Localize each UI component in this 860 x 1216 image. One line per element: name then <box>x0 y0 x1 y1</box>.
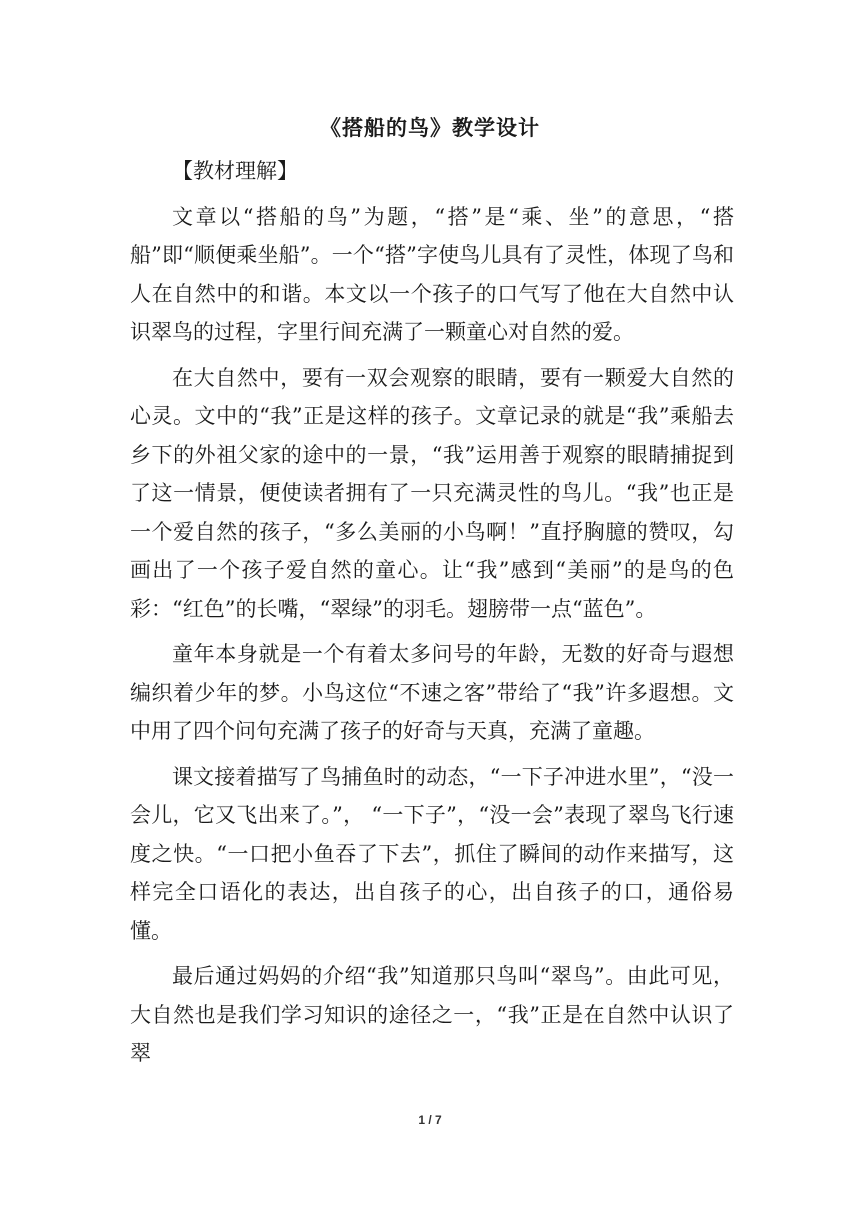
paragraph: 文章以“搭船的鸟”为题，“搭”是“乘、坐”的意思，“搭船”即“顺便乘坐船”。一个“搭”字使鸟儿具有了灵性，体现了鸟和人在自然中的和谐。本文以一个孩子的口气写了他在大自然中认识翠鸟的过程，字里行间充满了一颗童心对自然的爱。 <box>130 204 734 344</box>
document-title: 《搭船的鸟》教学设计 <box>320 115 540 140</box>
paragraph: 课文接着描写了鸟捕鱼时的动态，“一下子冲进水里”，“没一会儿，它又飞出来了。”， “一下子”，“没一会”表现了翠鸟飞行速度之快。“一口把小鱼吞了下去”，抓住了瞬间的动作来描写，这样完全口语化的表达，出自孩子的心，出自孩子的口，通俗易懂。 <box>130 764 734 943</box>
paragraph: 最后通过妈妈的介绍“我”知道那只鸟叫“翠鸟”。由此可见，大自然也是我们学习知识的途径之一，“我”正是在自然中认识了翠 <box>130 964 734 1065</box>
section-heading: 【教材理解】 <box>172 159 298 183</box>
page-number: 1 / 7 <box>418 1113 442 1127</box>
document-body <box>130 152 734 1080</box>
paragraph: 在大自然中，要有一双会观察的眼睛，要有一颗爱大自然的心灵。文中的“我”正是这样的孩子。文章记录的就是“我”乘船去乡下的外祖父家的途中的一景，“我”运用善于观察的眼睛捕捉到了这一情景，便使读者拥有了一只充满灵性的鸟儿。“我”也正是一个爱自然的孩子，“多么美丽的小鸟啊！”直抒胸臆的赞叹，勾画出了一个孩子爱自然的童心。让“我”感到“美丽”的是鸟的色彩：“红色”的长嘴，“翠绿”的羽毛。翅膀带一点“蓝色”。 <box>130 365 734 621</box>
paragraph: 童年本身就是一个有着太多问号的年龄，无数的好奇与遐想编织着少年的梦。小鸟这位“不速之客”带给了“我”许多遐想。文中用了四个问句充满了孩子的好奇与天真，充满了童趣。 <box>130 642 734 743</box>
